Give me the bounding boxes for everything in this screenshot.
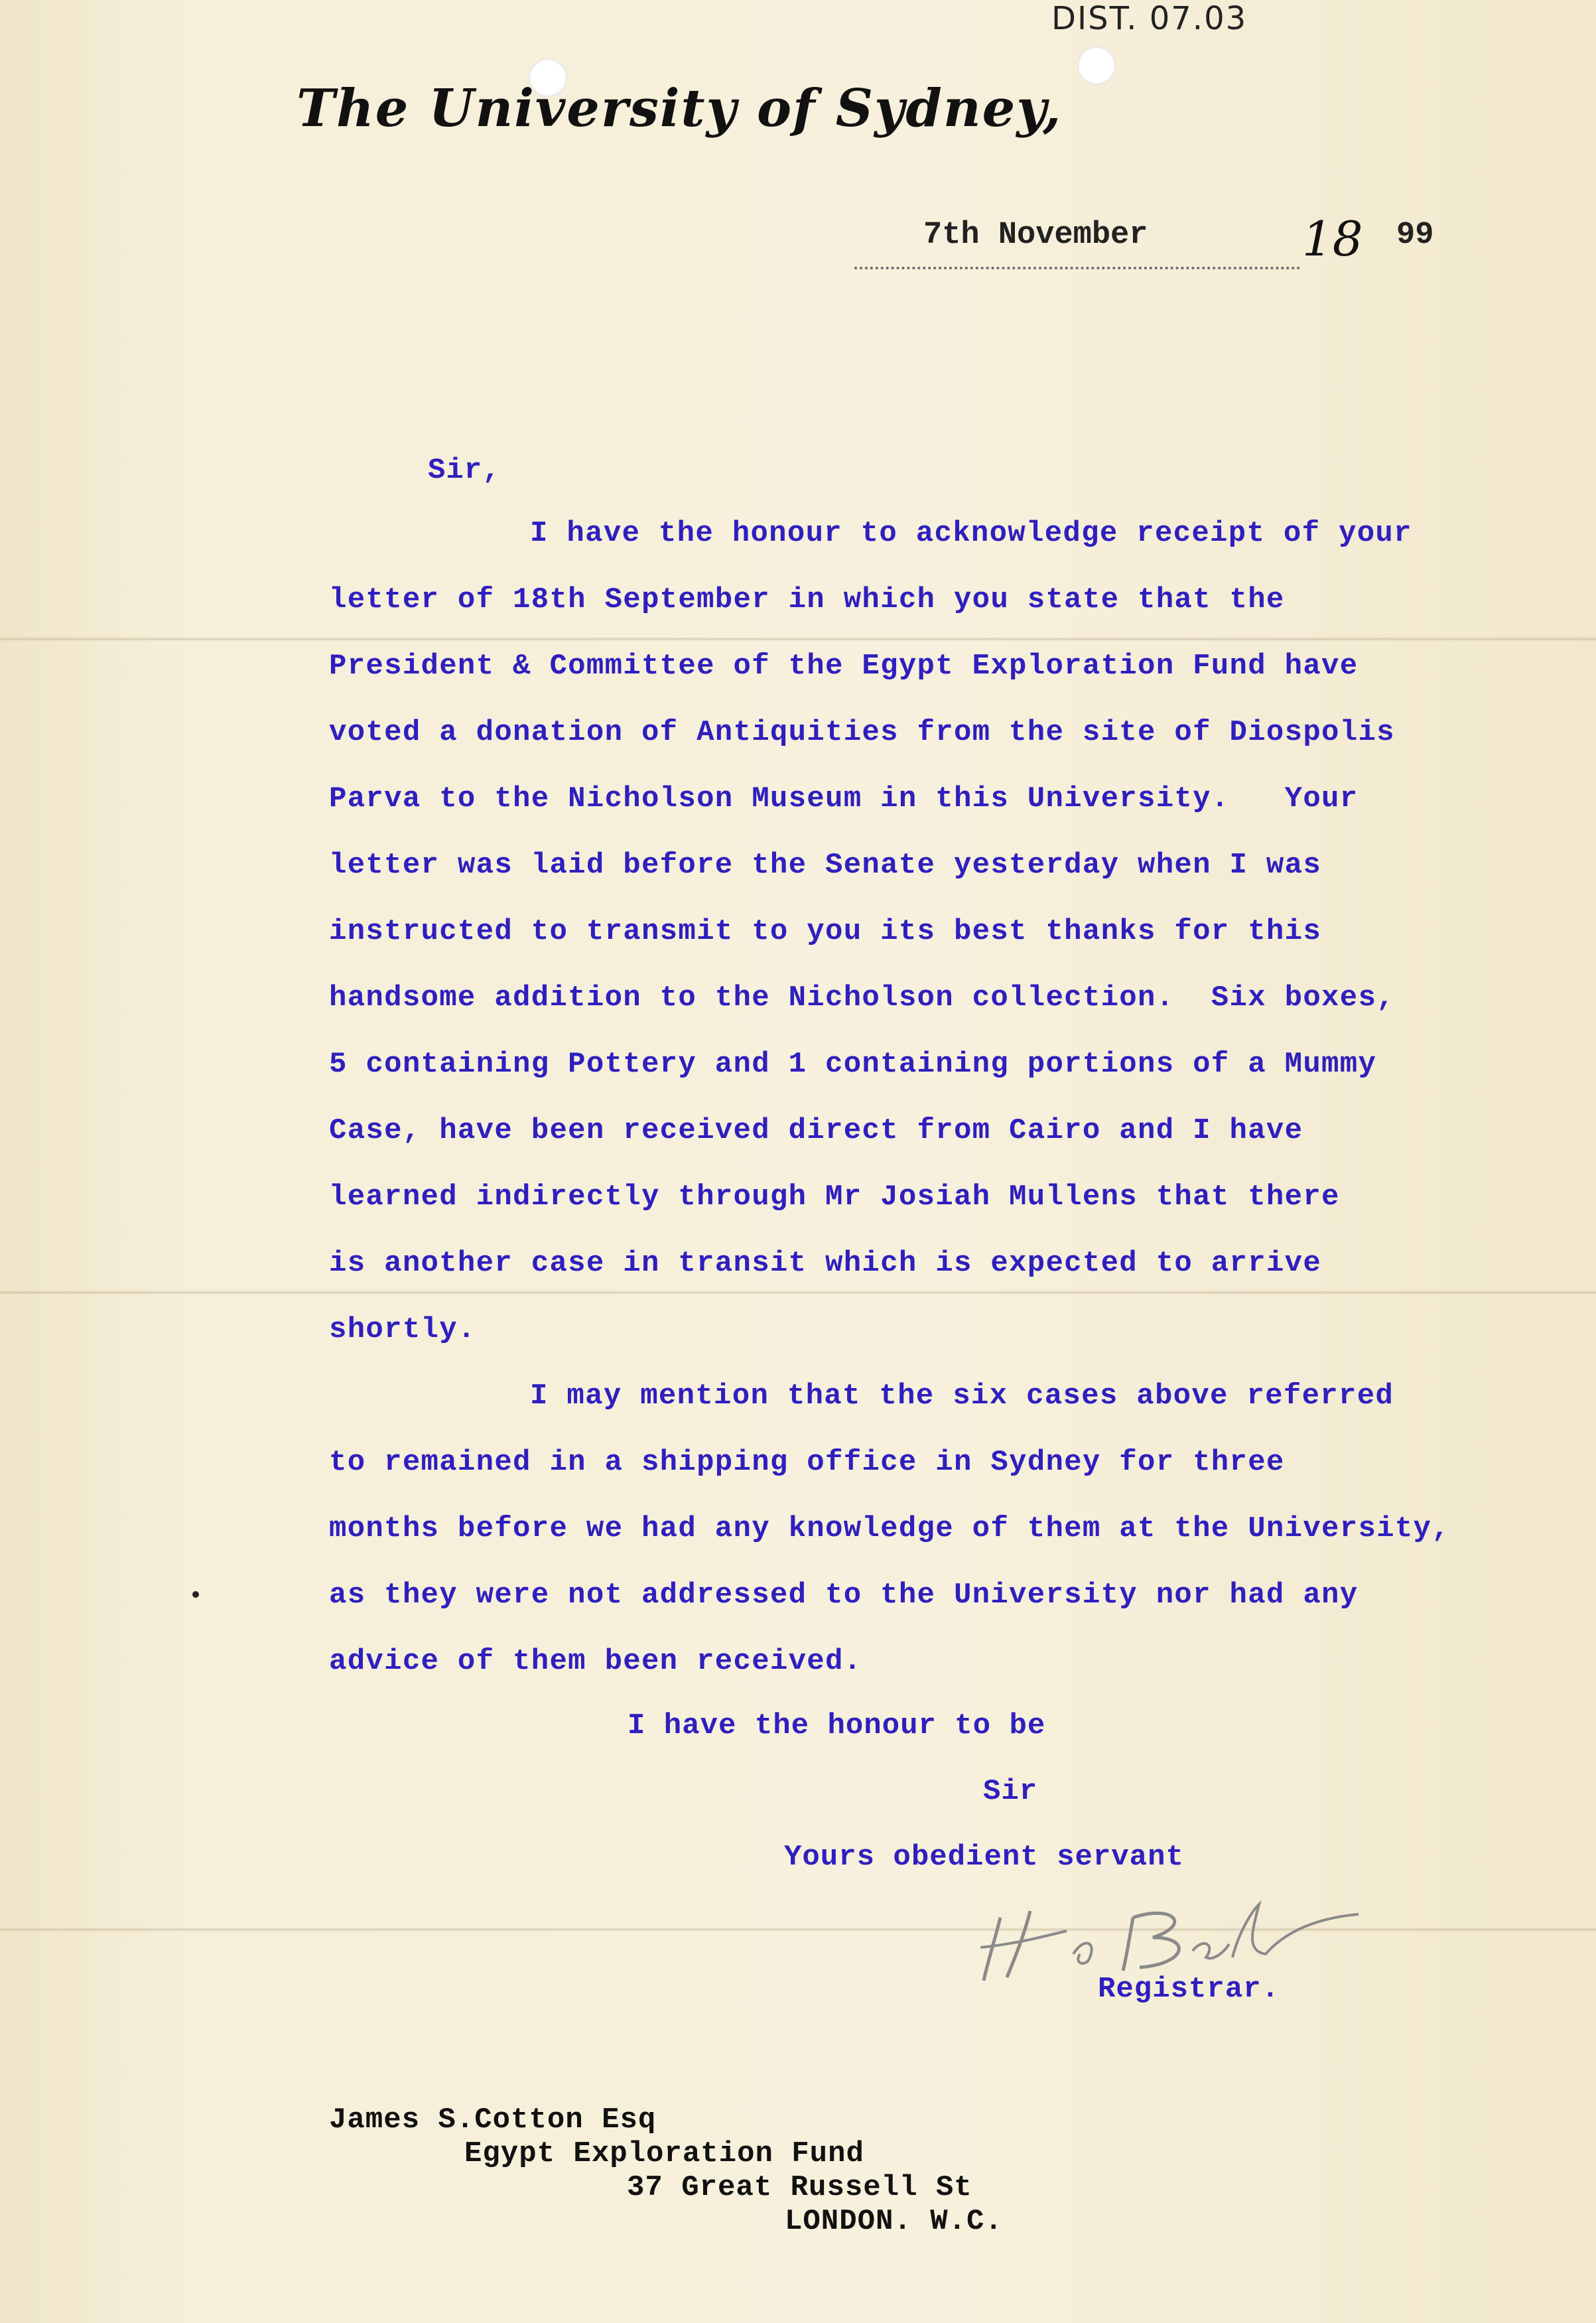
body-line: as they were not addressed to the University nor had any [329, 1579, 1359, 1612]
body-line: 5 containing Pottery and 1 containing portions of a Mummy [329, 1048, 1377, 1081]
archive-reference: DIST. 07.03 [1051, 0, 1248, 37]
date-year: 99 [1396, 218, 1434, 253]
punch-hole-right [1077, 46, 1116, 85]
body-line: Case, have been received direct from Cairo and I have [329, 1114, 1303, 1147]
body-line: I have the honour to acknowledge receipt of your [530, 517, 1412, 550]
date-day-month: 7th November [923, 218, 1148, 253]
body-line: months before we had any knowledge of them at the University, [329, 1512, 1450, 1545]
body-line: handsome addition to the Nicholson collection. Six boxes, [329, 981, 1395, 1015]
ink-dot-mark [192, 1591, 199, 1598]
closing-line-honour: I have the honour to be [628, 1709, 1046, 1742]
letterhead: The University of Sydney, [297, 78, 1063, 139]
body-line: instructed to transmit to you its best thanks for this [329, 915, 1322, 948]
body-line: learned indirectly through Mr Josiah Mullens that there [329, 1180, 1340, 1214]
address-recipient: James S.Cotton Esq [329, 2103, 657, 2137]
body-line: to remained in a shipping office in Sydney for three [329, 1446, 1285, 1479]
body-line: President & Committee of the Egypt Exploration Fund have [329, 650, 1359, 683]
body-line: letter was laid before the Senate yesterday when I was [329, 849, 1322, 882]
address-city: LONDON. W.C. [785, 2205, 1003, 2238]
body-line: is another case in transit which is expected to arrive [329, 1247, 1322, 1280]
body-line: voted a donation of Antiquities from the site of Diospolis [329, 716, 1395, 749]
address-street: 37 Great Russell St [627, 2171, 972, 2204]
date-century-handwritten: 18 [1302, 211, 1363, 267]
letter-body [329, 514, 1556, 1708]
closing-line-servant: Yours obedient servant [784, 1841, 1184, 1874]
body-line: letter of 18th September in which you state that the [329, 583, 1285, 616]
body-line: advice of them been received. [329, 1645, 862, 1678]
body-line: I may mention that the six cases above referred [530, 1379, 1394, 1413]
address-organisation: Egypt Exploration Fund [464, 2137, 864, 2170]
salutation: Sir, [428, 454, 501, 487]
body-line: shortly. [329, 1313, 476, 1346]
closing-line-sir: Sir [983, 1775, 1038, 1808]
body-line: Parva to the Nicholson Museum in this University. Your [329, 782, 1359, 815]
signatory-title: Registrar. [1098, 1973, 1280, 2006]
